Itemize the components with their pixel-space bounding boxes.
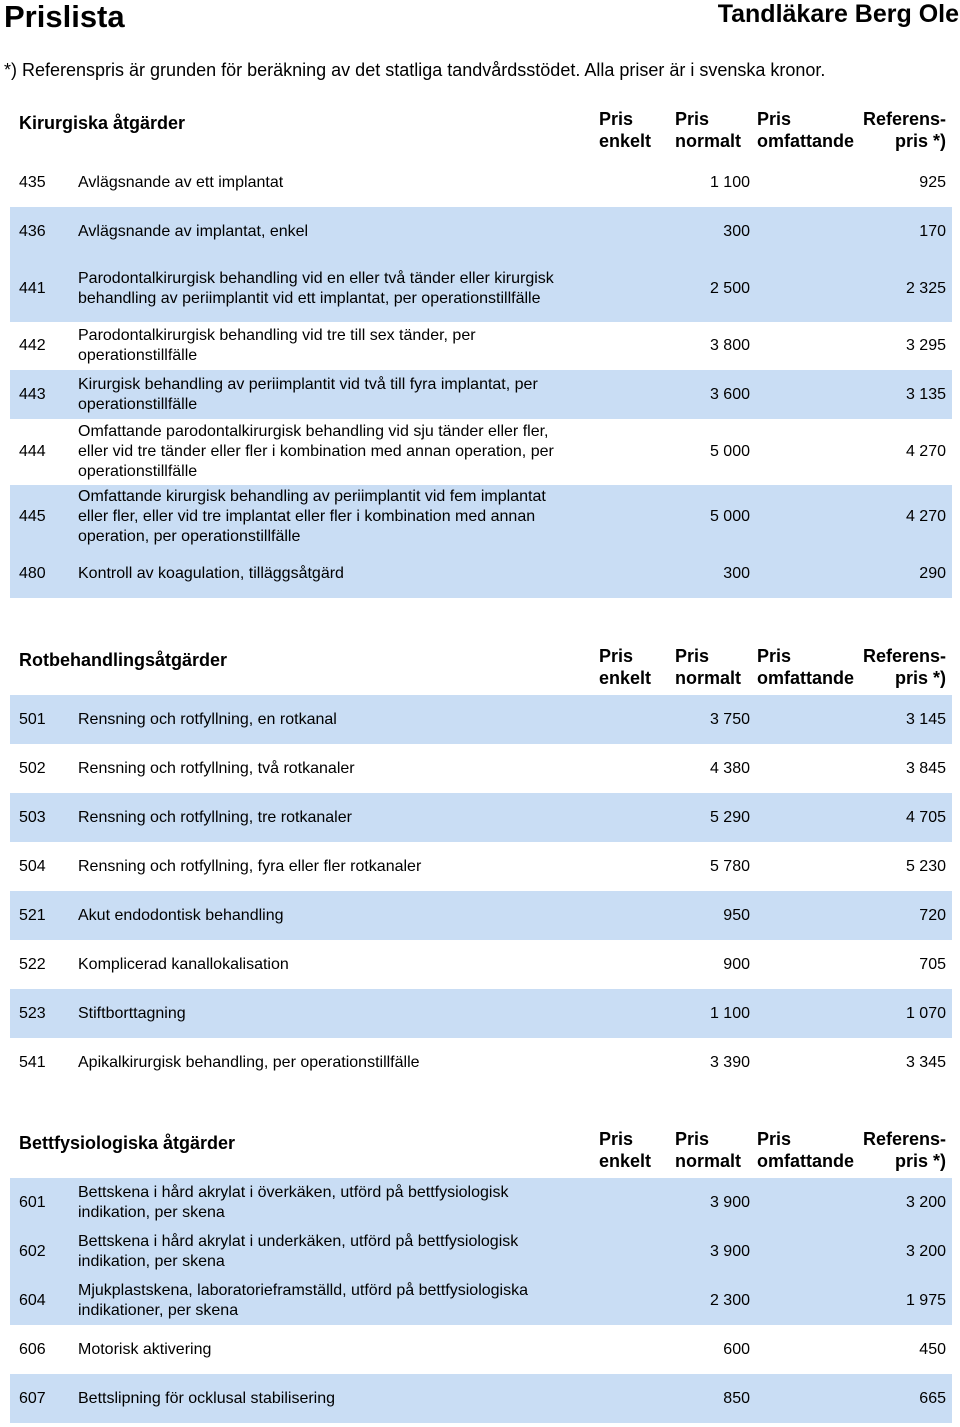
column-header-line: Pris: [675, 646, 710, 666]
price-normalt: 3 800: [709, 337, 750, 354]
reference-price: 3 345: [905, 1053, 946, 1071]
table-row: [10, 256, 952, 322]
reference-price: 3 135: [905, 385, 946, 403]
column-header-line: enkelt: [599, 668, 652, 688]
treatment-code: 607: [19, 1389, 46, 1407]
reference-price: 3 200: [905, 1242, 946, 1260]
table-row: [10, 419, 952, 485]
price-normalt: 3 900: [709, 1242, 750, 1260]
reference-price: 720: [919, 906, 946, 924]
treatment-code: 523: [19, 1004, 46, 1022]
column-header-pris-normalt: [675, 1128, 741, 1172]
table-row: [10, 207, 952, 256]
column-header-pris-omfattande: [757, 1128, 854, 1172]
column-header-line: Pris: [599, 109, 634, 129]
column-header-line: pris *): [894, 1151, 946, 1171]
column-header-line: Pris: [599, 646, 634, 666]
treatment-code: 606: [19, 1340, 46, 1358]
reference-price: 1 975: [905, 1291, 946, 1309]
treatment-code: 501: [19, 710, 46, 728]
column-header-line: Pris: [675, 109, 710, 129]
reference-price: 925: [919, 173, 946, 191]
section-header: [10, 100, 952, 158]
price-normalt: 900: [723, 955, 750, 973]
price-section: [10, 637, 952, 1087]
column-header-line: omfattande: [757, 668, 855, 688]
price-normalt: 2 500: [709, 280, 750, 297]
treatment-code: 441: [19, 280, 46, 297]
reference-price: 3 845: [905, 759, 946, 777]
treatment-description: Omfattande parodontalkirurgisk behandling vid sju tänder eller fler, eller vid tre tänder eller fler i kombination med annan operation, per operationstillfälle: [78, 423, 554, 480]
section-title: Kirurgiska åtgärder: [19, 113, 186, 133]
column-header-line: normalt: [675, 131, 742, 151]
price-normalt: 600: [723, 1340, 750, 1358]
table-row: [10, 1227, 952, 1276]
section-title: Bettfysiologiska åtgärder: [19, 1133, 236, 1153]
treatment-description: Rensning och rotfyllning, tre rotkanaler: [78, 808, 352, 826]
table-row: [10, 842, 952, 891]
price-normalt: 3 390: [709, 1053, 750, 1071]
column-header-pris-enkelt: [599, 645, 651, 689]
price-section: [10, 100, 952, 598]
treatment-code: 521: [19, 906, 46, 924]
table-row: [10, 891, 952, 940]
column-header-pris-enkelt: [599, 108, 651, 152]
column-header-line: Referens-: [862, 1129, 946, 1149]
treatment-code: 502: [19, 759, 46, 777]
column-header-line: enkelt: [599, 131, 652, 151]
reference-price: 4 705: [905, 808, 946, 826]
treatment-description: Omfattande kirurgisk behandling av periimplantit vid fem implantat eller fler, eller vid tre implantat eller fler i kombination med annan operation, per operationstillfälle: [78, 488, 546, 545]
column-header-line: Pris: [757, 1129, 792, 1149]
treatment-code: 541: [19, 1053, 46, 1071]
treatment-code: 522: [19, 955, 46, 973]
reference-price: 4 270: [905, 443, 946, 460]
column-header-pris-omfattande: [757, 645, 854, 689]
column-header-line: normalt: [675, 668, 742, 688]
price-normalt: 3 900: [709, 1193, 750, 1211]
treatment-code: 445: [19, 508, 46, 525]
price-normalt: 850: [723, 1389, 750, 1407]
table-row: [10, 158, 952, 207]
reference-price: 290: [919, 564, 946, 582]
treatment-description: Bettskena i hård akrylat i överkäken, utförd på bettfysiologisk indikation, per skena: [78, 1183, 509, 1221]
page-title: Prislista: [4, 0, 125, 34]
price-normalt: 5 780: [709, 857, 750, 875]
treatment-code: 443: [19, 385, 46, 403]
reference-price: 705: [919, 955, 946, 973]
treatment-code: 444: [19, 443, 46, 460]
column-header-referenspris: [863, 645, 946, 689]
column-header-line: Pris: [599, 1129, 634, 1149]
reference-price: 450: [919, 1340, 946, 1358]
column-header-line: Pris: [757, 646, 792, 666]
treatment-description: Parodontalkirurgisk behandling vid en eller två tänder eller kirurgisk behandling av periimplantit vid ett implantat, per operationstillfälle: [78, 270, 554, 307]
column-header-line: Referens-: [862, 109, 946, 129]
column-header-line: enkelt: [599, 1151, 652, 1171]
reference-price: 3 145: [905, 710, 946, 728]
column-header-pris-omfattande: [757, 108, 854, 152]
column-header-line: omfattande: [757, 131, 855, 151]
treatment-description: Motorisk aktivering: [78, 1340, 212, 1358]
column-header-referenspris: [863, 108, 946, 152]
reference-price: 5 230: [905, 857, 946, 875]
price-normalt: 3 750: [709, 710, 750, 728]
price-normalt: 3 600: [709, 385, 750, 403]
treatment-description: Rensning och rotfyllning, en rotkanal: [78, 710, 337, 728]
treatment-code: 442: [19, 337, 46, 354]
table-row: [10, 549, 952, 598]
treatment-description: Bettslipning för ocklusal stabilisering: [78, 1389, 336, 1407]
column-header-pris-normalt: [675, 108, 741, 152]
treatment-code: 602: [19, 1242, 46, 1260]
treatment-description: Apikalkirurgisk behandling, per operationstillfälle: [78, 1053, 420, 1071]
table-row: [10, 1276, 952, 1325]
table-row: [10, 370, 952, 419]
column-header-pris-normalt: [675, 645, 741, 689]
column-header-line: normalt: [675, 1151, 742, 1171]
treatment-description: Bettskena i hård akrylat i underkäken, utförd på bettfysiologisk indikation, per skena: [78, 1232, 519, 1270]
treatment-description: Mjukplastskena, laboratorieframställd, utförd på bettfysiologiska indikationer, per skena: [78, 1281, 528, 1319]
column-header-pris-enkelt: [599, 1128, 651, 1172]
table-row: [10, 989, 952, 1038]
treatment-code: 504: [19, 857, 46, 875]
treatment-code: 601: [19, 1193, 46, 1211]
table-row: [10, 793, 952, 842]
column-header-referenspris: [863, 1128, 946, 1172]
price-normalt: 5 000: [709, 508, 750, 525]
price-normalt: 5 290: [709, 808, 750, 826]
treatment-description: Akut endodontisk behandling: [78, 906, 284, 924]
treatment-code: 436: [19, 222, 46, 240]
treatment-code: 480: [19, 564, 46, 582]
reference-price: 2 325: [905, 280, 946, 297]
table-row: [10, 1178, 952, 1227]
column-header-line: omfattande: [757, 1151, 855, 1171]
price-normalt: 300: [723, 222, 750, 240]
treatment-description: Avlägsnande av ett implantat: [78, 173, 284, 191]
column-header-line: Pris: [675, 1129, 710, 1149]
treatment-description: Kontroll av koagulation, tilläggsåtgärd: [78, 564, 344, 582]
clinic-name: Tandläkare Berg Ole: [717, 0, 959, 28]
reference-price: 1 070: [905, 1004, 946, 1022]
column-header-line: pris *): [894, 131, 946, 151]
treatment-description: Parodontalkirurgisk behandling vid tre till sex tänder, per operationstillfälle: [78, 327, 476, 364]
treatment-code: 435: [19, 173, 46, 191]
price-normalt: 1 100: [709, 173, 750, 191]
price-normalt: 5 000: [709, 443, 750, 460]
treatment-code: 604: [19, 1291, 46, 1309]
treatment-description: Avlägsnande av implantat, enkel: [78, 222, 309, 240]
table-row: [10, 695, 952, 744]
price-normalt: 2 300: [709, 1291, 750, 1309]
reference-price: 3 200: [905, 1193, 946, 1211]
section-header: [10, 637, 952, 695]
price-section: [10, 1120, 952, 1423]
table-row: [10, 940, 952, 989]
price-normalt: 300: [723, 564, 750, 582]
column-header-line: Referens-: [862, 646, 946, 666]
treatment-description: Stiftborttagning: [78, 1004, 186, 1022]
table-row: [10, 744, 952, 793]
column-header-line: Pris: [757, 109, 792, 129]
column-header-line: pris *): [894, 668, 946, 688]
price-normalt: 1 100: [709, 1004, 750, 1022]
reference-price: 170: [919, 222, 946, 240]
table-row: [10, 485, 952, 549]
price-normalt: 4 380: [709, 759, 750, 777]
table-row: [10, 1038, 952, 1087]
table-row: [10, 1325, 952, 1374]
section-header: [10, 1120, 952, 1178]
section-title: Rotbehandlingsåtgärder: [19, 650, 228, 670]
reference-price: 3 295: [905, 337, 946, 354]
reference-note: *) Referenspris är grunden för beräkning av det statliga tandvårdsstödet. Alla priser är i svenska kronor.: [4, 60, 826, 80]
table-row: [10, 1374, 952, 1423]
treatment-description: Rensning och rotfyllning, två rotkanaler: [78, 759, 355, 777]
reference-price: 4 270: [905, 508, 946, 525]
treatment-description: Rensning och rotfyllning, fyra eller fler rotkanaler: [78, 857, 422, 875]
treatment-description: Komplicerad kanallokalisation: [78, 955, 289, 973]
price-normalt: 950: [723, 906, 750, 924]
reference-price: 665: [919, 1389, 946, 1407]
treatment-code: 503: [19, 808, 46, 826]
table-row: [10, 322, 952, 370]
treatment-description: Kirurgisk behandling av periimplantit vid två till fyra implantat, per operationstillfälle: [78, 375, 538, 413]
